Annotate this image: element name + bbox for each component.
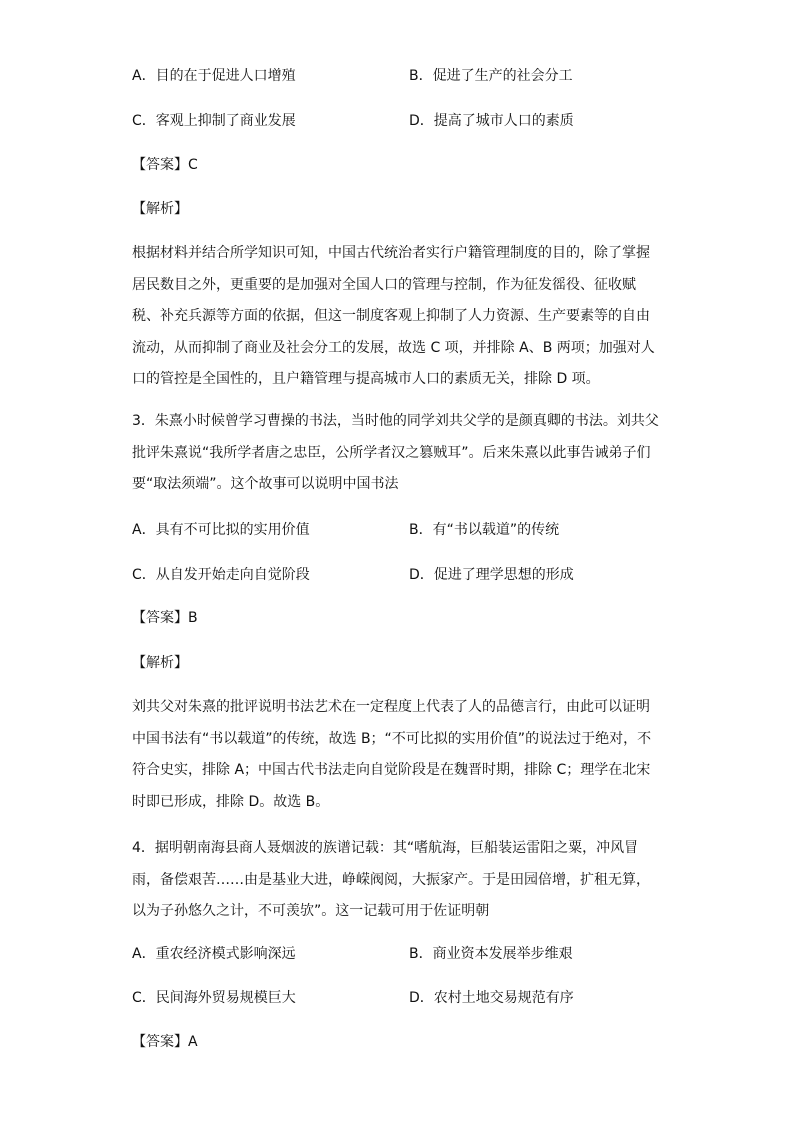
q2-option-d: D．提高了城市人口的素质 — [409, 113, 574, 129]
q3-option-row-1 — [132, 520, 692, 540]
q2-option-c: C．客观上抑制了商业发展 — [132, 113, 296, 129]
q4-option-b: B．商业资本发展举步维艰 — [409, 946, 573, 962]
q4-option-row-1 — [132, 944, 692, 964]
q3-option-a: A．具有不可比拟的实用价值 — [132, 522, 310, 538]
q4-stem — [132, 838, 692, 921]
analysis-line: 时即已形成，排除 D。故选 B。 — [132, 793, 330, 810]
stem-line: 3．朱熹小时候曾学习曹操的书法，当时他的同学刘共父学的是颜真卿的书法。刘共父 — [132, 413, 659, 429]
q2-analysis-label: 【解析】 — [132, 201, 188, 217]
q3-analysis-label: 【解析】 — [132, 655, 188, 671]
q4-option-c: C．民间海外贸易规模巨大 — [132, 990, 296, 1006]
stem-line: 批评朱熹说“我所学者唐之忠臣，公所学者汉之篡贼耳”。后来朱熹以此事告诫弟子们 — [132, 444, 651, 461]
q2-analysis-text — [132, 243, 692, 389]
analysis-line: 口的管控是全国性的，且户籍管理与提高城市人口的素质无关，排除 D 项。 — [132, 371, 600, 387]
q4-option-d: D．农村土地交易规范有序 — [409, 990, 574, 1006]
stem-line: 雨，备偿艰苦……由是基业大进，峥嵘阀阅，大振家产。于是田园倍增，扩租无算， — [132, 871, 650, 888]
analysis-line: 符合史实，排除 A；中国古代书法走向自觉阶段是在魏晋时期，排除 C；理学在北宋 — [132, 762, 651, 778]
stem-line: 要“取法须端”。这个故事可以说明中国书法 — [132, 476, 399, 492]
analysis-line: 中国书法有“书以载道”的传统，故选 B；“不可比拟的实用价值”的说法过于绝对，不 — [132, 730, 652, 747]
q2-option-row-2 — [132, 111, 692, 131]
q3-option-c: C．从自发开始走向自觉阶段 — [132, 567, 310, 583]
q4-answer: 【答案】A — [132, 1034, 198, 1050]
analysis-line: 刘共父对朱熹的批评说明书法艺术在一定程度上代表了人的品德言行，由此可以证明 — [132, 699, 650, 715]
analysis-line: 居民数目之外，更重要的是加强对全国人口的管理与控制，作为征发徭役、征收赋 — [132, 276, 636, 293]
q3-option-row-2 — [132, 565, 692, 585]
q2-option-a: A．目的在于促进人口增殖 — [132, 68, 296, 84]
q3-answer: 【答案】B — [132, 610, 198, 626]
analysis-line: 税、补充兵源等方面的依据，但这一制度客观上抑制了人力资源、生产要素等的自由 — [132, 308, 650, 324]
q2-answer: 【答案】C — [132, 157, 198, 173]
q4-option-a: A．重农经济模式影响深远 — [132, 946, 296, 962]
analysis-line: 流动，从而抑制了商业及社会分工的发展，故选 C 项，并排除 A、B 两项；加强对人 — [132, 339, 655, 356]
q3-analysis-text — [132, 697, 692, 812]
analysis-line: 根据材料并结合所学知识可知，中国古代统治者实行户籍管理制度的目的，除了掌握 — [132, 245, 650, 261]
q3-option-d: D．促进了理学思想的形成 — [409, 567, 574, 583]
q3-option-b: B．有“书以载道”的传统 — [409, 522, 560, 538]
q3-stem — [132, 411, 692, 494]
stem-line: 4．据明朝南海县商人聂烟波的族谱记载：其“嗜航海，巨船装运雷阳之粟，冲风冒 — [132, 840, 639, 856]
stem-line: 以为子孙悠久之计，不可羡欤”。这一记载可用于佐证明朝 — [132, 903, 490, 919]
q2-option-b: B．促进了生产的社会分工 — [409, 68, 573, 84]
q4-option-row-2 — [132, 988, 692, 1008]
q2-option-row-1 — [132, 66, 692, 86]
